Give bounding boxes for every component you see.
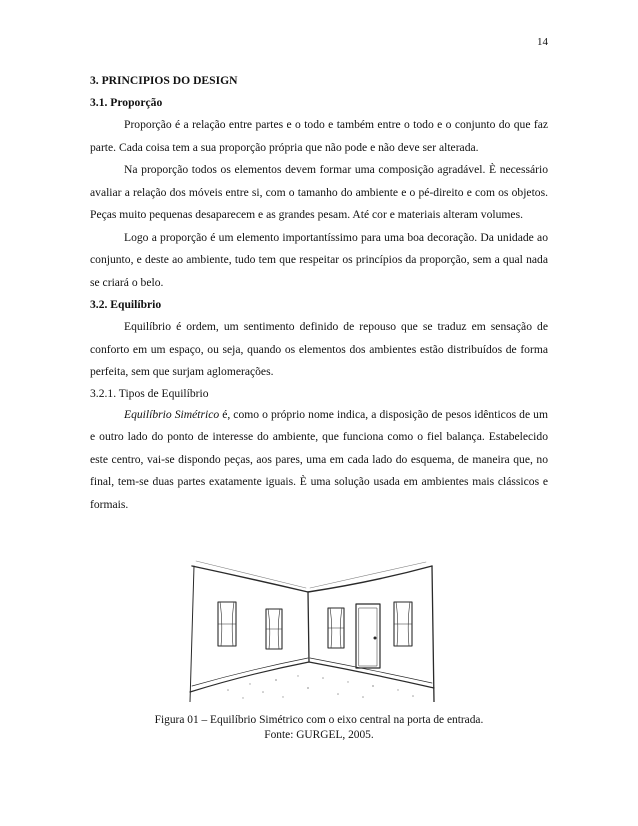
paragraph: Logo a proporção é um elemento importantíssimo para uma boa decoração. Da unidade ao conjunto, e deste ao ambiente, tudo tem que respeitar os princípios da proporção, sem a qual nada se criará o belo. bbox=[90, 230, 548, 289]
room-sketch-figure bbox=[188, 552, 458, 702]
section-title: 3. PRINCIPIOS DO DESIGN bbox=[90, 74, 238, 87]
caption-title: Figura 01 – Equilíbrio Simétrico com o eixo central na porta de entrada. bbox=[154, 714, 484, 726]
paragraph: Na proporção todos os elementos devem formar uma composição agradável. È necessário avaliar a relação dos móveis entre si, com o tamanho do ambiente e o pé-direito e com os objetos. Peças muito pequenas desaparecem e as grandes pesam. Até cor e materiais alteram volumes. bbox=[90, 163, 548, 221]
paragraph-simetrico bbox=[90, 404, 548, 517]
paragraph-rest: é, como o próprio nome indica, a disposição de pesos idênticos de um e outro lado do ponto de interesse do ambiente, que funciona como o fiel balança. Estabelecido este centro, vai-se dispondo peças, aos pares, uma em cada lado do esquema, de maneira que, no final, tem-se duas partes exatamente iguais. È uma solução usada em ambientes mais clássicos e formais. bbox=[90, 407, 548, 511]
term-equilibrio-simetrico: Equilíbrio Simétrico bbox=[124, 407, 220, 421]
caption-source: Fonte: GURGEL, 2005. bbox=[264, 729, 374, 741]
paragraph: Equilíbrio é ordem, um sentimento definido de repouso que se traduz em sensação de conforto em um espaço, ou seja, quando os elementos dos ambientes estão distribuídos de forma perfeita, sem que surjam aglomerações. bbox=[90, 320, 548, 378]
heading-equilibrio: 3.2. Equilíbrio bbox=[90, 298, 162, 311]
text-body bbox=[90, 70, 548, 516]
page-number: 14 bbox=[537, 36, 548, 48]
heading-tipos-equilibrio: 3.2.1. Tipos de Equilíbrio bbox=[90, 386, 209, 400]
figure-caption bbox=[90, 713, 548, 743]
paragraph: Proporção é a relação entre partes e o todo e também entre o todo e o conjunto do que faz parte. Cada coisa tem a sua proporção própria que não pode e não deve ser alterada. bbox=[90, 118, 548, 154]
heading-proporcao: 3.1. Proporção bbox=[90, 96, 163, 109]
